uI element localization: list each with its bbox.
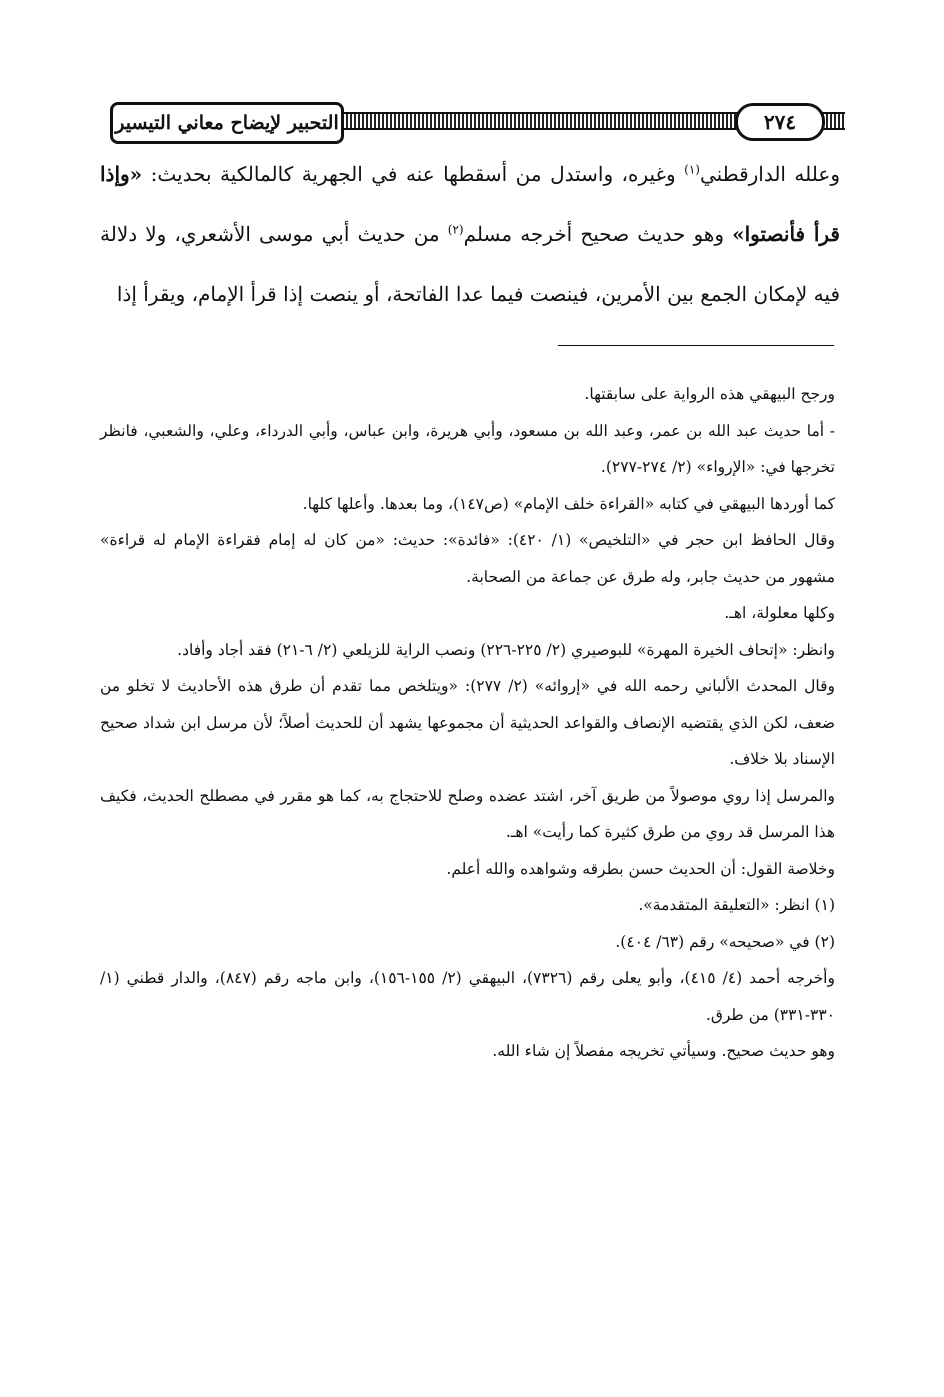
footnote-line: (١) انظر: «التعليقة المتقدمة». <box>638 896 835 914</box>
book-title: التحبير لإيضاح معاني التيسير <box>110 102 344 144</box>
footnote-line: وكلها معلولة، اهـ. <box>724 604 835 622</box>
footnote-line: وهو حديث صحيح. وسيأتي تخريجه مفصلاً إن شاء الله. <box>492 1042 835 1060</box>
footnote-separator <box>558 345 834 346</box>
hadith-quote: «وإذا قرأ فأنصتوا» <box>100 162 840 246</box>
footnote-line: (٢) في «صحيحه» رقم (٦٣/ ٤٠٤). <box>615 932 835 951</box>
page-number: ٢٧٤ <box>735 103 825 141</box>
footnote-line: وقال الحافظ ابن حجر في «التلخيص» (١/ ٤٢٠): «فائدة»: حديث: «من كان له إمام فقراءة الإمام له قراءة» مشهور من حديث جابر، وله طرق عن جماعة من الصحابة. <box>100 531 835 586</box>
footnote-line: وخلاصة القول: أن الحديث حسن بطرقه وشواهده والله أعلم. <box>446 859 835 878</box>
footnote-line: وقال المحدث الألباني رحمه الله في «إروائه» (٢/ ٢٧٧): «ويتلخص مما تقدم أن طرق هذه الأحاديث لا تخلو من ضعف، لكن الذي يقتضيه الإنصاف والقواعد الحديثية أن مجموعها يشهد أن للحديث أصلاً؛ لأن مرسل ابن شداد صحيح الإسناد بلا خلاف. <box>100 677 836 768</box>
main-text-run: وهو حديث صحيح أخرجه مسلم <box>463 222 733 246</box>
footnote-line: وأخرجه أحمد (٤/ ٤١٥)، وأبو يعلى رقم (٧٣٢٦)، البيهقي (٢/ ١٥٥-١٥٦)، وابن ماجه رقم (٨٤٧)، والدار قطني (١/ ٣٣٠-٣٣١) من طرق. <box>100 969 835 1024</box>
main-text-run: وعلله الدارقطني <box>699 162 840 186</box>
footnote-line: ورجح البيهقي هذه الرواية على سابقتها. <box>584 385 835 403</box>
footnote-line: والمرسل إذا روي موصولاً من طريق آخر، اشتد عضده وصلح للاحتجاج به، كما هو مقرر في مصطلح الحديث، فكيف هذا المرسل قد روي من طرق كثيرة كما رأيت» اهـ. <box>100 786 835 841</box>
main-text-run: من حديث أبي موسى الأشعري، ولا دلالة فيه لإمكان الجمع بين الأمرين، فينصت فيما عدا الفاتحة، أو ينصت إذا قرأ الإمام، ويقرأ إذا <box>100 222 840 306</box>
main-paragraph <box>100 144 840 324</box>
footnote-line: - أما حديث عبد الله بن عمر، وعبد الله بن مسعود، وأبي هريرة، وابن عباس، وأبي الدرداء، وعلي، والشعبي، فانظر تخرجها في: «الإرواء» (٢/ ٢٧٤-٢٧٧). <box>100 421 835 476</box>
footnote-line: كما أوردها البيهقي في كتابه «القراءة خلف الإمام» (ص١٤٧)، وما بعدها. وأعلها كلها. <box>302 494 835 513</box>
main-text <box>100 144 840 324</box>
footnote-ref-1: (١) <box>684 162 700 177</box>
footnote-ref-2: (٢) <box>447 222 464 237</box>
main-text-run: وغيره، واستدل من أسقطها عنه في الجهرية كالمالكية بحديث: <box>142 162 685 186</box>
footnote-line: وانظر: «إتحاف الخيرة المهرة» للبوصيري (٢/ ٢٢٥-٢٢٦) ونصب الراية للزيلعي (٢/ ٦-٢١) فقد أجاد وأفاد. <box>177 640 835 659</box>
page-header <box>110 100 845 142</box>
footnotes <box>100 376 835 1070</box>
